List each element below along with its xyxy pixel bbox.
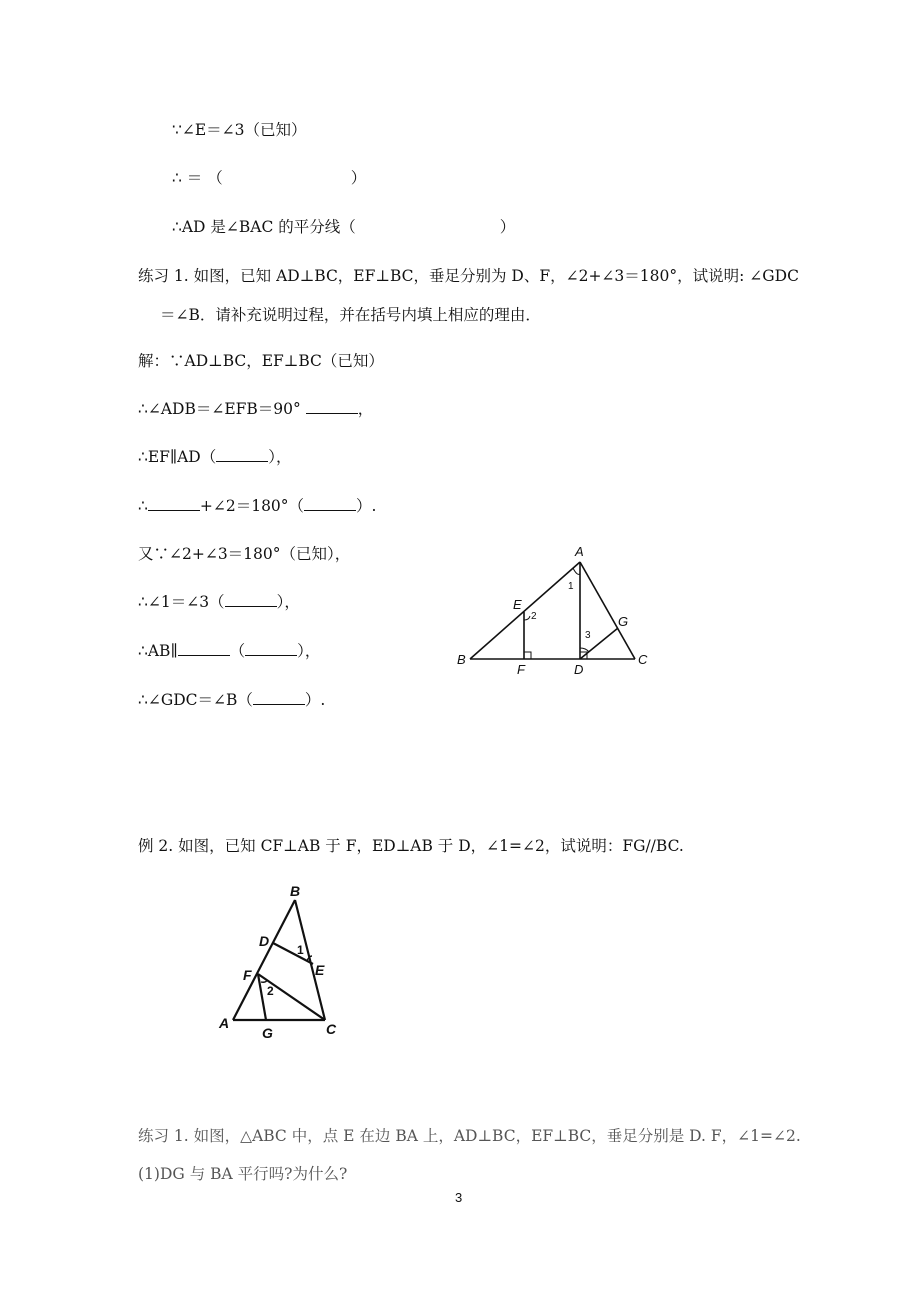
- label-f: F: [517, 662, 525, 677]
- segment-ac: [580, 562, 635, 659]
- label-b: B: [457, 652, 466, 667]
- step3-mid: +∠2＝180°（: [199, 497, 305, 515]
- answer-blank[interactable]: [253, 690, 305, 705]
- bisector-text: ∴AD 是∠BAC 的平分线（: [172, 218, 356, 236]
- figure-2-diagram: [215, 882, 355, 1042]
- label-g: G: [618, 614, 629, 629]
- step6-end: ），: [297, 642, 321, 660]
- answer-blank[interactable]: [306, 399, 358, 414]
- segment-fg: [258, 974, 266, 1020]
- bisector-paren: ）: [499, 218, 516, 236]
- label-d: D: [574, 662, 584, 677]
- label-f: F: [243, 967, 252, 983]
- given-line: ∵∠E＝∠3（已知）: [172, 121, 307, 139]
- solution-step-0: 解：∵AD⊥BC，EF⊥BC（已知）: [138, 352, 384, 370]
- angle-arc-3: [580, 648, 589, 652]
- step3-text: ∴: [138, 497, 148, 515]
- answer-blank[interactable]: [304, 496, 356, 511]
- practice1b-question-line2: (1)DG 与 BA 平行吗?为什么?: [138, 1165, 348, 1183]
- answer-blank[interactable]: [245, 641, 297, 656]
- label-a: A: [575, 544, 584, 559]
- solution-step-6: [138, 641, 320, 661]
- solution-step-3: [138, 496, 376, 516]
- practice1-question-line1: 练习 1. 如图，已知 AD⊥BC，EF⊥BC，垂足分别为 D、F，∠2+∠3＝180°，试说明: ∠GDC: [138, 267, 799, 285]
- label-angle-1: 1: [297, 943, 304, 957]
- answer-blank[interactable]: [225, 592, 277, 607]
- label-angle-3: 3: [585, 630, 591, 641]
- step1-end: ，: [357, 400, 374, 418]
- solution-step-5: [138, 592, 300, 612]
- label-angle-2: 2: [531, 611, 537, 622]
- label-g: G: [262, 1025, 273, 1041]
- practice1-question-line2: ＝∠B．请补充说明过程，并在括号内填上相应的理由．: [160, 306, 541, 324]
- solution-step-2: [138, 447, 291, 467]
- label-angle-2: 2: [267, 984, 274, 998]
- label-e: E: [513, 597, 522, 612]
- segment-ba: [470, 562, 580, 659]
- label-angle-1: 1: [568, 581, 574, 592]
- step6-text: ∴AB∥: [138, 642, 178, 660]
- solution-step-4: 又∵∠2+∠3＝180°（已知），: [138, 545, 351, 563]
- figure-1-diagram: [440, 540, 680, 680]
- label-e: E: [315, 962, 325, 978]
- conclusion-paren: ）: [350, 169, 367, 187]
- label-c: C: [638, 652, 648, 667]
- answer-blank[interactable]: [148, 496, 200, 511]
- practice1b-question-line1: 练习 1. 如图，△ABC 中，点 E 在边 BA 上，AD⊥BC，EF⊥BC，垂足分别是 D. F，∠1=∠2.: [138, 1127, 801, 1145]
- conclusion-line: [172, 168, 366, 188]
- step7-text: ∴∠GDC＝∠B（: [138, 691, 253, 709]
- right-angle-f: [524, 652, 531, 659]
- step3-end: ）.: [356, 497, 377, 515]
- step5-text: ∴∠1＝∠3（: [138, 593, 225, 611]
- page-number: 3: [455, 1190, 463, 1205]
- label-c: C: [326, 1021, 337, 1037]
- solution-step-1: [138, 399, 373, 419]
- example-2-question: 例 2. 如图，已知 CF⊥AB 于 F，ED⊥AB 于 D，∠1=∠2，试说明：FG//BC.: [138, 837, 684, 855]
- bisector-line: [172, 217, 515, 237]
- angle-arc-1: [573, 568, 580, 574]
- label-d: D: [259, 933, 270, 949]
- step5-end: ），: [276, 593, 300, 611]
- angle-arc-2: [261, 980, 267, 982]
- step6-mid: （: [229, 642, 246, 660]
- conclusion-text: ∴ ＝ （: [172, 169, 223, 187]
- step7-end: ）.: [304, 691, 326, 709]
- step2-text: ∴EF∥AD（: [138, 448, 217, 466]
- step2-end: ），: [268, 448, 292, 466]
- angle-arc-2: [524, 616, 530, 620]
- answer-blank[interactable]: [178, 641, 230, 656]
- step1-text: ∴∠ADB＝∠EFB＝90°: [138, 400, 301, 418]
- label-a: A: [219, 1015, 230, 1031]
- label-b: B: [290, 883, 301, 899]
- segment-ab: [233, 900, 295, 1020]
- solution-step-7: [138, 690, 325, 710]
- answer-blank[interactable]: [216, 447, 268, 462]
